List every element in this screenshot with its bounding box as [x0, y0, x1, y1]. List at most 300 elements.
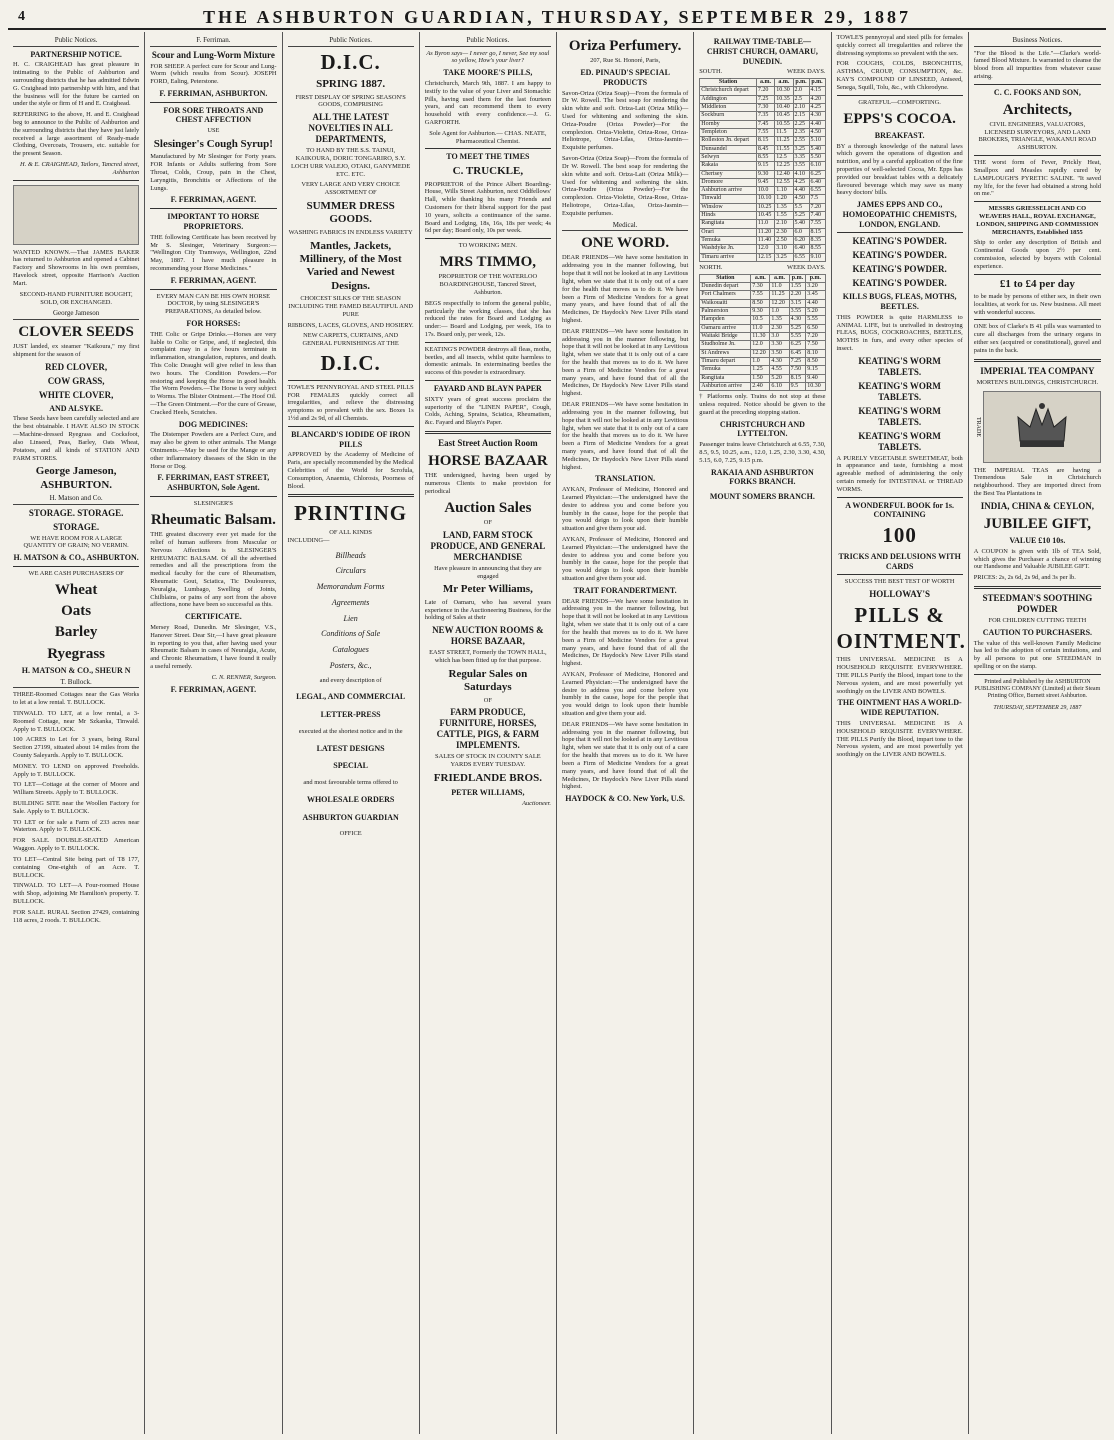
timetable-cell: Addington: [700, 95, 757, 103]
timetable-row: [700, 324, 825, 332]
ad-text: ONE box of Clarke's B 41 pills was warranted to cure all discharges from the urinary organs in either sex (acquired or constitutional), gravel and pains in the back.: [973, 323, 1101, 354]
timetable-row: [700, 357, 825, 365]
ad-text: The value of this well-known Family Medicine has led to the adoption of certain imitations, and by all persons to put one STEEDMAN in spelling or on the stamp.: [973, 639, 1101, 670]
ad-text: As Byron says— I never go, I never, See my soul so yellow, How's your liver?: [426, 49, 550, 65]
ad-headline: KEATING'S WORM TABLETS.: [858, 405, 941, 427]
ad-text: VERY LARGE AND VERY CHOICE ASSORTMENT OF: [301, 181, 400, 197]
timetable-row: [700, 349, 825, 357]
timetable-column-header: p.m.: [793, 79, 809, 87]
timetable-cell: 11.5: [775, 128, 793, 136]
timetable-south: [699, 78, 825, 262]
ad-headline: LATEST DESIGNS: [316, 743, 385, 753]
ad-title: PARTNERSHIP NOTICE.: [30, 49, 122, 59]
timetable-cell: 4.20: [809, 95, 825, 103]
timetable-cell: 9.45: [756, 178, 774, 186]
timetable-column-header: p.m.: [789, 274, 806, 282]
timetable-cell: 5.20: [806, 308, 825, 316]
trade-label: TRADE: [975, 416, 982, 437]
timetable-row: [700, 137, 825, 145]
timetable-cell: 7.40: [809, 212, 825, 220]
timetable-cell: 6.10: [770, 382, 789, 390]
printing-item: Catalogues: [332, 645, 369, 655]
column-8: [969, 32, 1106, 1434]
timetable-cell: 5.20: [770, 374, 789, 382]
timetable-cell: 6.10: [809, 162, 825, 170]
timetable-cell: 7.55: [756, 128, 774, 136]
timetable-direction: NORTH.: [699, 263, 723, 271]
ad-subhead: TRANSLATION.: [595, 474, 656, 484]
timetable-cell: 2.55: [793, 137, 809, 145]
timetable-row: [700, 341, 825, 349]
printing-item: Billheads: [335, 550, 366, 560]
timetable-cell: Port Chalmers: [700, 291, 751, 299]
timetable-cell: 11.30: [751, 332, 770, 340]
ad-text: WE HAVE ROOM FOR A LARGE QUANTITY OF GRAIN; NO VERMIN.: [23, 534, 129, 550]
ad-headline: £1 to £4 per day: [999, 277, 1075, 290]
timetable-cell: 3.20: [806, 283, 825, 291]
ad-subhead: C. C. FOOKS AND SON,: [993, 87, 1081, 97]
timetable-cell: 8.45: [756, 145, 774, 153]
timetable-cell: Hornby: [700, 120, 757, 128]
timetable-title: CHRISTCHURCH AND LYTTELTON.: [719, 419, 805, 439]
timetable-cell: 4.40: [806, 299, 825, 307]
timetable-cell: 1.0: [751, 357, 770, 365]
ad-text: THE undersigned, having been urged by numerous Clients to make provision for periodical: [424, 472, 551, 495]
timetable-cell: 2.15: [793, 112, 809, 120]
timetable-cell: 5.5: [793, 203, 809, 211]
timetable-cell: 1.35: [775, 203, 793, 211]
ad-headline: FARM PRODUCE, FURNITURE, HORSES, CATTLE, PIGS, & FARM IMPLEMENTS.: [436, 707, 540, 751]
timetable-cell: 10.5: [751, 316, 770, 324]
ad-text: THIS UNIVERSAL MEDICINE IS A HOUSEHOLD REQUISITE EVERYWHERE. THE PILLS Purify the Blood, impart tone to the Nervous system, and are most powerfully yet soothingly on the LIVER AND BOWELS.: [836, 719, 963, 759]
timetable-cell: Oamaru arrive: [700, 324, 751, 332]
ad-headline: LAND, FARM STOCK PRODUCE, AND GENERAL MERCHANDISE: [430, 529, 546, 562]
ad-headline: SUMMER DRESS GOODS.: [306, 199, 395, 226]
timetable-row: [700, 291, 825, 299]
timetable-cell: Hinds: [700, 212, 757, 220]
ad-headline: IMPORTANT TO HORSE PROPRIETORS.: [167, 212, 260, 231]
column-1: [8, 32, 145, 1434]
timetable-cell: Chertsey: [700, 170, 757, 178]
ad-text: AYKAN, Professor of Medicine, Honored and Learned Physician:—The undersigned have the desire to address you and come before you humbly in the cause, hope for the people that you would deign to look upon their humble situation and give them your aid.: [562, 486, 689, 533]
timetable-cell: 7.50: [789, 366, 806, 374]
timetable-cell: 6.0: [793, 228, 809, 236]
ad-text: JUST landed, ex steamer "Kaikoura," my first shipment for the season of: [13, 343, 140, 358]
printing-item: Posters, &c.,: [329, 660, 372, 670]
timetable-cell: 7.45: [756, 120, 774, 128]
ad-headline: PILLS & OINTMENT.: [836, 603, 966, 653]
timetable-cell: 11.0: [770, 283, 789, 291]
ad-text: PROPRIETOR of the Prince Albert Boarding-House, Wills Street Ashburton, next Oddfellows' Hall, while thanking his many Friends and Customers for their liberal support for the past 10 years, solicits a continuance of the same. Board and Lodging, 18s, 16s, 18s per week; 4s 6d per day; Board only, 10s per week.: [424, 180, 551, 235]
ad-signature: Auctioneer.: [522, 800, 551, 808]
ad-headline: KEATING'S POWDER.: [852, 236, 947, 247]
timetable-cell: 3.15: [789, 299, 806, 307]
timetable-cell: 7.20: [756, 87, 774, 95]
timetable-cell: 6.45: [789, 349, 806, 357]
column-6: [694, 32, 831, 1434]
timetable-row: [700, 104, 825, 112]
ad-headline: TO MEET THE TIMES: [446, 152, 530, 162]
ad-item: RED CLOVER,: [45, 361, 108, 372]
ad-text: RIBBONS, LACES, GLOVES, AND HOSIERY.: [287, 321, 414, 329]
ad-text: The Distemper Powders are a Perfect Cure, and may also be given to other animals. The Mange Ointments.—May be used for the Mange or any other inflammatory diseases of the Skin in the Horse or Dog.: [150, 431, 277, 470]
timetable-row: [700, 237, 825, 245]
section-header: Public Notices.: [13, 36, 139, 47]
newspaper-title: THE ASHBURTON GUARDIAN, THURSDAY, SEPTEMBER 29, 1887: [203, 6, 911, 27]
timetable-cell: 12.0: [756, 245, 774, 253]
ad-text: DEAR FRIENDS—We have some hesitation in addressing you in the manner following, but hope that it will not be looked at in any Levitious light, when we state that it is only out of a care for the health that moves us to do it. We have been a Firm of Medicine Vendors for a great many years, and have found that of all the Medicines, Dr Haydock's New Liver Pills stand highest.: [562, 720, 689, 791]
ad-text: to be made by persons of either sex, in their own localities, at work for us. New business. All meet with wonderful success.: [973, 293, 1101, 316]
ad-text: GRATEFUL—COMFORTING.: [858, 98, 941, 106]
timetable-cell: 5.50: [809, 153, 825, 161]
timetable-row: [700, 195, 825, 203]
ad-item: Barley: [54, 624, 98, 641]
timetable-cell: 4.50: [793, 195, 809, 203]
section-header: H. Matson and Co.: [13, 494, 139, 505]
timetable-cell: Tinwald: [700, 195, 757, 203]
timetable-cell: 10.45: [775, 112, 793, 120]
ad-text: TOWLE'S PENNYROYAL AND STEEL PILLS FOR FEMALES quickly correct all irregularities, and relieve the distressing symptoms so prevalent with the sex. Boxes 1s 1½d and 2s 9d, of all Chemists.: [287, 383, 414, 422]
ad-text: BEGS respectfully to inform the general public, particularly the working classes, that she has reduced the rates for Board and Lodging as under:— Board and Lodging, per week, 16s to 17s. Board only, per week, 12s.: [424, 299, 551, 339]
ad-text: FOR SHEEP. A perfect cure for Scour and Lung-Worm (which results from Scour). JOSEPH FORD, Ealing, Peterstone.: [150, 62, 277, 86]
ad-headline: C. TRUCKLE,: [452, 165, 524, 178]
ad-signature: F. FERRIMAN, EAST STREET, ASHBURTON, Sole Agent.: [157, 473, 270, 493]
ad-text: TO HAND BY THE S.S. TAINUI, KAIKOURA, DORIC TONGARIRO, S.Y. LOCH URR VALEJO, OTAKI, GANYMEDE ETC. ETC.: [290, 147, 411, 178]
timetable-cell: 4.30: [789, 316, 806, 324]
ad-headline: TAKE MOORE'S PILLS,: [443, 68, 533, 78]
ad-headline: ALL THE LATEST NOVELTIES IN ALL DEPARTMENTS,: [308, 112, 393, 145]
timetable-row: [700, 366, 825, 374]
timetable-cell: 8.50: [806, 357, 825, 365]
ad-text: SLESINGER'S: [193, 499, 233, 507]
ad-text: TOWLE'S pennyroyal and steel pills for females quickly correct all irregularities and relieve the distressing symptoms so prevalent with the sex.: [836, 34, 963, 57]
classified-item: MONEY. TO LEND on approved Freeholds. Apply to T. BULLOCK.: [13, 762, 140, 778]
ad-text: SALES OF STOCK IN COUNTY SALE YARDS EVERY TUESDAY.: [435, 753, 541, 769]
ad-signature: JAMES EPPS AND CO., HOMOEOPATHIC CHEMISTS, LONDON, ENGLAND.: [842, 200, 957, 229]
ad-text: Christchurch, March 9th, 1887. I am happy to testify to the value of your Liver and Stomachic Pills, having used them for the last fourteen years, and can recommend them to every household with every confidence.—J. G. GARFORTH.: [424, 79, 551, 126]
ad-text: DEAR FRIENDS—We have some hesitation in addressing you in the manner following, but hope that it will not be looked at in any Levitious light, when we state that it is only out of a care for the health that moves us to do it. We have been a Firm of Medicine Vendors for a great many years, and have found that of all the Medicines, Dr Haydock's New Liver Pills stand highest.: [562, 597, 689, 668]
column-2: [145, 32, 282, 1434]
timetable-cell: 2.10: [775, 220, 793, 228]
ad-text: THE worst form of Fever, Prickly Heat, Smallpox and Measles rapidly cured by LAMPLOUGH'S PYRETIC SALINE. "It saved my life, for the fever had obtained a strong hold on me.": [973, 159, 1101, 198]
timetable-cell: 1.25: [751, 366, 770, 374]
timetable-cell: Timaru arrive: [700, 253, 757, 261]
timetable-cell: 8.10: [806, 349, 825, 357]
ad-text: WASHING FABRICS IN ENDLESS VARIETY: [288, 228, 413, 236]
ad-text: A PURELY VEGETABLE SWEETMEAT, both in appearance and taste, furnishing a most agreeable method of administering the only certain remedy for INTESTINAL or THREAD WORMS.: [836, 454, 963, 493]
ad-text: MORTEN'S BUILDINGS, CHRISTCHURCH.: [976, 378, 1099, 386]
ad-text: THIS POWDER is quite HARMLESS to ANIMAL LIFE, but is unrivalled in destroying FLEAS, BUGS, COCKROACHES, BEETLES, MOTHS in furs, and every other species of insect.: [836, 313, 963, 353]
timetable-cell: Rakaia: [700, 162, 757, 170]
timetable-cell: 8.15: [789, 374, 806, 382]
timetable-cell: Rangitata: [700, 220, 757, 228]
ad-text: SIXTY years of great success proclaim the superiority of the "LINEN PAPER", Cough, Colds, Aching, Sprains, Sciatica, Rheumatism, &c. Fayard and Blayn's Paper.: [424, 395, 551, 427]
page-number: 4: [18, 9, 26, 24]
timetable-row: [700, 153, 825, 161]
timetable-cell: 1.55: [789, 283, 806, 291]
furniture-engraving-image: [13, 185, 139, 245]
timetable-cell: 10.40: [775, 104, 793, 112]
ad-text: AYKAN, Professor of Medicine, Honored and Learned Physician:—The undersigned have the desire to address you and come before you humbly in the cause, hope for the people that you would deign to look upon their humble situation and give them your aid.: [562, 670, 689, 717]
classified-item: TINWALD. TO LET—A Four-roomed House with Shop, adjoining Mr Hamilton's property. T. BULLOCK.: [13, 882, 140, 905]
timetable-row: [700, 87, 825, 95]
timetable-cell: 12.0: [751, 341, 770, 349]
ad-text: THIS UNIVERSAL MEDICINE IS A HOUSEHOLD REQUISITE EVERYWHERE. THE PILLS Purify the Blood, impart tone to the Nervous system, and are most powerfully yet soothingly on the LIVER AND BOWELS.: [836, 656, 963, 695]
timetable-cell: Orari: [700, 228, 757, 236]
ad-signature: H. & E. CRAIGHEAD, Tailors, Tancred street, Ashburton: [20, 161, 140, 176]
ad-text: USE: [207, 127, 220, 135]
timetable-cell: Waitaki Bridge: [700, 332, 751, 340]
timetable-cell: 10.10: [756, 195, 774, 203]
ad-item: COW GRASS,: [47, 375, 105, 386]
ad-text: REFERRING to the above, H. and E. Craighead beg to announce to the Public of Ashburton and the surrounding districts that they have just lately received a large assortment of Ready-made Clothing, Overcoats, Trousers, etc. suitable for the present Season.: [13, 111, 140, 158]
timetable-days: WEEK DAYS.: [787, 68, 826, 76]
ad-headline: INDIA, CHINA & CEYLON,: [980, 500, 1094, 511]
timetable-cell: 2.35: [793, 128, 809, 136]
timetable-cell: 6.25: [789, 341, 806, 349]
timetable-cell: 3.30: [770, 341, 789, 349]
timetable-cell: 1.0: [770, 308, 789, 316]
timetable-cell: 2.20: [789, 291, 806, 299]
ad-headline: HORSE BAZAAR: [428, 453, 548, 470]
crown-trademark-image: [983, 391, 1101, 463]
timetable-cell: 7.25: [756, 95, 774, 103]
timetable-direction: SOUTH.: [699, 68, 723, 76]
timetable-row: [700, 382, 825, 390]
ad-text: CHOICEST SILKS OF THE SEASON INCLUDING THE FAMED BEAUTIFUL AND PURE: [288, 295, 414, 318]
section-header: Public Notices.: [425, 36, 551, 47]
timetable-column-header: p.m.: [806, 274, 825, 282]
timetable-cell: 11.25: [775, 137, 793, 145]
ad-text: "For the Blood is the Life."—Clarke's world-famed Blood Mixture. Is warranted to cleanse the blood from all impurities from whatever cause arising.: [973, 49, 1101, 80]
timetable-cell: Ashburton arrive: [700, 382, 751, 390]
timetable-cell: St Andrews: [700, 349, 751, 357]
ad-signature: H. MATSON & CO., SHEUR N: [21, 665, 131, 675]
timetable-cell: 4.40: [793, 187, 809, 195]
ad-text: AYKAN, Professor of Medicine, Honored and Learned Physician:—The undersigned have the desire to address you and come before you humbly in the cause, hope for the people that you would deign to look upon their humble situation and give them your aid.: [562, 536, 689, 583]
timetable-cell: 11.25: [770, 291, 789, 299]
timetable-cell: 8.15: [809, 228, 825, 236]
timetable-cell: 2.30: [770, 324, 789, 332]
timetable-cell: 5.25: [793, 212, 809, 220]
timetable-row: [700, 178, 825, 186]
timetable-cell: 12.15: [756, 253, 774, 261]
timetable-column-header: Station: [700, 274, 751, 282]
timetable-cell: 1.20: [775, 195, 793, 203]
timetable-cell: 4.30: [809, 112, 825, 120]
ad-text: and every description of: [319, 676, 382, 684]
column-4: [420, 32, 557, 1434]
timetable-row: [700, 374, 825, 382]
timetable-cell: 6.55: [809, 187, 825, 195]
ad-signature: PETER WILLIAMS,: [451, 788, 525, 798]
ad-headline: Oriza Perfumery.: [568, 38, 682, 54]
timetable-cell: 10.35: [775, 95, 793, 103]
timetable-cell: Selwyn: [700, 153, 757, 161]
ad-headline: Regular Sales on Saturdays: [448, 667, 528, 694]
timetable-cell: 2.40: [751, 382, 770, 390]
crown-icon: [1012, 399, 1072, 454]
timetable-cell: 4.10: [793, 170, 809, 178]
timetable-cell: 1.50: [751, 374, 770, 382]
timetable-cell: 3.25: [793, 145, 809, 153]
ad-text: Sole Agent for Ashburton.— CHAS. NEATE, Pharmaceutical Chemist.: [429, 129, 547, 145]
ad-headline: MRS TIMMO,: [439, 254, 537, 271]
timetable-cell: 6.50: [806, 324, 825, 332]
ad-text: SECOND-HAND FURNITURE BOUGHT, SOLD, OR EXCHANGED.: [19, 290, 133, 306]
timetable-cell: 4.50: [809, 128, 825, 136]
timetable-cell: 3.0: [770, 332, 789, 340]
timetable-cell: 10.25: [756, 203, 774, 211]
ad-text: PROPRIETOR OF THE WATERLOO BOARDINGHOUSE, Tancred Street, Ashburton.: [438, 273, 538, 296]
timetable-notes: † Platforms only. Trains do not stop at these unless required. Notice should be given to the guard at the preceding stopping station.: [699, 393, 826, 416]
timetable-cell: 12.25: [775, 162, 793, 170]
printing-item: Conditions of Sale: [321, 629, 381, 639]
ad-text: A COUPON is given with 1lb of TEA Sold, which gives the Purchaser a chance of winning our Handsome and Valuable JUBILEE GIFT.: [973, 547, 1101, 571]
section-header: T. Bullock.: [13, 678, 139, 689]
printing-item: Memorandum Forms: [316, 582, 385, 592]
ad-text: Manufactured by Mr Slesinger for Forty years. FOR Infants or Adults suffering from Sore Throat, Colds, Croup, pain in the Chest, Laryngitis, Bronchitis or Affections of the Lungs.: [150, 153, 277, 192]
timetable-cell: 4.25: [793, 178, 809, 186]
ad-subhead: DOG MEDICINES:: [178, 419, 248, 429]
timetable-cell: Rolleston Jn. depart: [700, 137, 757, 145]
ad-text: and most favourable terms offered to: [303, 779, 398, 787]
timetable-cell: 11.0: [756, 220, 774, 228]
timetable-cell: 5.40: [793, 220, 809, 228]
ad-text: Late of Oamaru, who has several years experience in the Auctioneering Business, for the holding of Sales at their: [424, 598, 551, 622]
classified-item: TO LET—Central Site being part of T8 177, containing One-eighth of an Acre. T. BULLOCK.: [13, 855, 140, 879]
ad-subhead: A WONDERFUL BOOK for 1s. CONTAINING: [845, 500, 955, 520]
ad-headline: STEEDMAN'S SOOTHING POWDER: [982, 593, 1093, 614]
timetable-row: [700, 170, 825, 178]
timetable-cell: 9.15: [756, 162, 774, 170]
timetable-cell: Temuka: [700, 237, 757, 245]
ad-text: executed at the shortest notice and in the: [298, 727, 403, 735]
timetable-cell: 12.20: [751, 349, 770, 357]
ad-text: NEW CARPETS, CURTAINS, AND GENERAL FURNISHINGS AT THE: [302, 332, 399, 348]
ad-subhead: KILLS BUGS, FLEAS, MOTHS, BEETLES.: [842, 292, 957, 312]
ad-headline: ONE WORD.: [581, 235, 670, 252]
timetable-cell: 6.40: [793, 245, 809, 253]
timetable-cell: 2.25: [793, 120, 809, 128]
ad-text: EAST STREET, Formerly the TOWN HALL, which has been fitted up for that purpose.: [429, 649, 547, 665]
ad-item: WHITE CLOVER,: [38, 389, 114, 400]
timetable-cell: 4.15: [809, 87, 825, 95]
ad-text: APPROVED by the Academy of Medicine of Paris, are specially recommended by the Medical Celebrities of the World for Scrofula, Consumption, Anaemia, Chlorosis, Poorness of Blood.: [287, 451, 414, 490]
classified-item: BUILDING SITE near the Woollen Factory for Sale. Apply to T. BULLOCK.: [13, 800, 140, 815]
timetable-row: [700, 220, 825, 228]
timetable-cell: Palmerston: [700, 308, 751, 316]
ad-headline: LEGAL, AND COMMERCIAL: [296, 692, 406, 702]
timetable-row: [700, 332, 825, 340]
ad-text: KEATING'S POWDER destroys all fleas, moths, beetles, and all insects, whilst quite harmless to domestic animals. In exterminating beetles the success of this powder is extraordinary.: [424, 345, 551, 377]
classified-item: THREE-Roomed Cottages near the Gas Works to let at a low rental. T. BULLOCK.: [13, 691, 140, 707]
timetable-text: Passenger trains leave Christchurch at 6.55, 7.30, 8.5, 9.5, 10.25, a.m., 12.0, 1.25, 2.30, 3.30, 4.30, 5.15, 6.0, 7.25, 9.15 p.m.: [699, 441, 826, 464]
ad-item: Oats: [61, 603, 92, 620]
ad-signature: F. FERRIMAN, AGENT.: [170, 684, 257, 694]
ad-headline: FRIEDLANDE BROS.: [433, 771, 542, 784]
timetable-cell: 2.10: [793, 104, 809, 112]
timetable-column-header: a.m.: [770, 274, 789, 282]
ad-headline: SPRING 1887.: [316, 78, 386, 91]
timetable-cell: 3.35: [793, 153, 809, 161]
ad-headline: LETTER-PRESS: [320, 710, 381, 720]
ad-text: FIRST DISPLAY OF SPRING SEASON'S GOODS, COMPRISING: [295, 93, 406, 109]
ad-text: SUCCESS THE BEST TEST OF WORTH: [844, 578, 955, 586]
ad-text: OF: [483, 696, 492, 704]
timetable-cell: Dromore: [700, 178, 757, 186]
ad-subhead: CAUTION TO PURCHASERS.: [982, 627, 1093, 637]
timetable-cell: 9.30: [756, 170, 774, 178]
timetable-cell: 7.35: [756, 112, 774, 120]
ad-headline: D.I.C.: [320, 351, 381, 376]
ad-headline: JUBILEE GIFT,: [983, 515, 1091, 532]
ad-text: THE following Certificate has been received by Mr S. Slesinger, Veterinary Surgeon:— "Wellington City Tramways, Wellington, 22nd May, 1887. I have much pleasure in recommending your Horse Medicines.": [150, 233, 277, 272]
timetable-cell: Temuka: [700, 366, 751, 374]
timetable-cell: 7.55: [751, 291, 770, 299]
timetable-title: MOUNT SOMERS BRANCH.: [709, 492, 815, 501]
ad-signature: HAYDOCK & CO. New York, U.S.: [565, 794, 685, 804]
timetable-row: [700, 162, 825, 170]
timetable-cell: 6.55: [793, 253, 809, 261]
timetable-cell: 8.15: [756, 137, 774, 145]
ad-item: AND ALSYKE.: [49, 403, 104, 413]
ad-text: These Seeds have been carefully selected and are the best obtainable. I HAVE ALSO IN STOCK—Machine-dressed Ryegrass and Cocksfoot, also Linseed, Peas, Barley, Oats Wheat, Potatoes, and all kinds of STATION AND FARM STORES.: [13, 415, 140, 462]
ad-text: DEAR FRIENDS—We have some hesitation in addressing you in the manner following, but hope that it will not be looked at in any Levitious light, when we state that it is only out of a care for the health that moves us to do it. We have been a Firm of Medicine Vendors for a great many years, and have found that of all the Medicines, Dr Haydock's New Liver Pills stand highest.: [562, 254, 689, 324]
ad-headline: BLANCARD'S IODIDE OF IRON PILLS: [291, 429, 411, 449]
ad-headline: PRINTING: [294, 501, 408, 526]
timetable-row: [700, 187, 825, 195]
column-5: [557, 32, 694, 1434]
timetable-cell: Winslow: [700, 203, 757, 211]
ad-text: Ship to order any description of British and Continental Goods upon 2½ per cent. commission, selected by buyers with Colonial experience.: [973, 239, 1101, 270]
ad-headline: Scour and Lung-Worm Mixture: [151, 49, 275, 60]
timetable-column-header: a.m.: [751, 274, 770, 282]
timetable-cell: 2.30: [775, 228, 793, 236]
classified-item: TO LET or for sale a Farm of 233 acres near Waterton. Apply to T. BULLOCK.: [13, 818, 140, 834]
timetable-row: [700, 316, 825, 324]
ad-headline: NEW AUCTION ROOMS & HORSE BAZAAR,: [432, 625, 544, 647]
timetable-cell: 6.20: [793, 237, 809, 245]
timetable-cell: 12.5: [775, 153, 793, 161]
timetable-column-header: p.m.: [809, 79, 825, 87]
timetable-cell: 5.40: [809, 145, 825, 153]
newspaper-columns: [8, 32, 1106, 1434]
ad-headline: KEATING'S POWDER.: [852, 278, 947, 289]
timetable-cell: 11.20: [756, 228, 774, 236]
timetable-cell: 10.55: [775, 120, 793, 128]
ad-headline: East Street Auction Room: [438, 438, 538, 449]
ad-text: EVERY MAN CAN BE HIS OWN HORSE DOCTOR, by using SLESINGER'S PREPARATIONS, As detailed below.: [156, 292, 271, 316]
timetable-cell: Dunedin depart: [700, 283, 751, 291]
ad-text: TO WORKING MEN.: [458, 242, 517, 250]
timetable-cell: 11.0: [751, 324, 770, 332]
ad-signature: H. MATSON & CO., ASHBURTON.: [13, 553, 139, 563]
ad-text: FOR COUGHS, COLDS, BRONCHITIS, ASTHMA, CROUP, CONSUMPTION, &c. KAY'S COMPOUND OF LINSEED, Aniseed, Senega, Squill, Tolu, &c., with Chlorodyne.: [836, 60, 963, 91]
timetable-cell: 10.0: [756, 187, 774, 195]
ad-text: WANTED KNOWN.—That JAMES BAKER has returned to Ashburton and opened a Cabinet Factory and Showrooms in his own premises, Havelock street, opposite Harrison's Auction Mart.: [13, 248, 140, 287]
ad-text: Have pleasure in announcing that they are engaged: [434, 564, 542, 580]
ad-subhead: TRICKS AND DELUSIONS WITH CARDS: [838, 551, 961, 571]
ad-headline: ASHBURTON GUARDIAN: [302, 812, 399, 822]
timetable-cell: 3.55: [793, 162, 809, 170]
timetable-column-header: a.m.: [756, 79, 774, 87]
ad-headline: SPECIAL: [333, 761, 368, 771]
classified-item: TO LET—Cottage at the corner of Moore and William Streets. Apply to T. BULLOCK.: [13, 781, 140, 797]
timetable-row: [700, 299, 825, 307]
ad-headline: WHOLESALE ORDERS: [306, 794, 395, 804]
timetable-cell: 2.50: [775, 237, 793, 245]
